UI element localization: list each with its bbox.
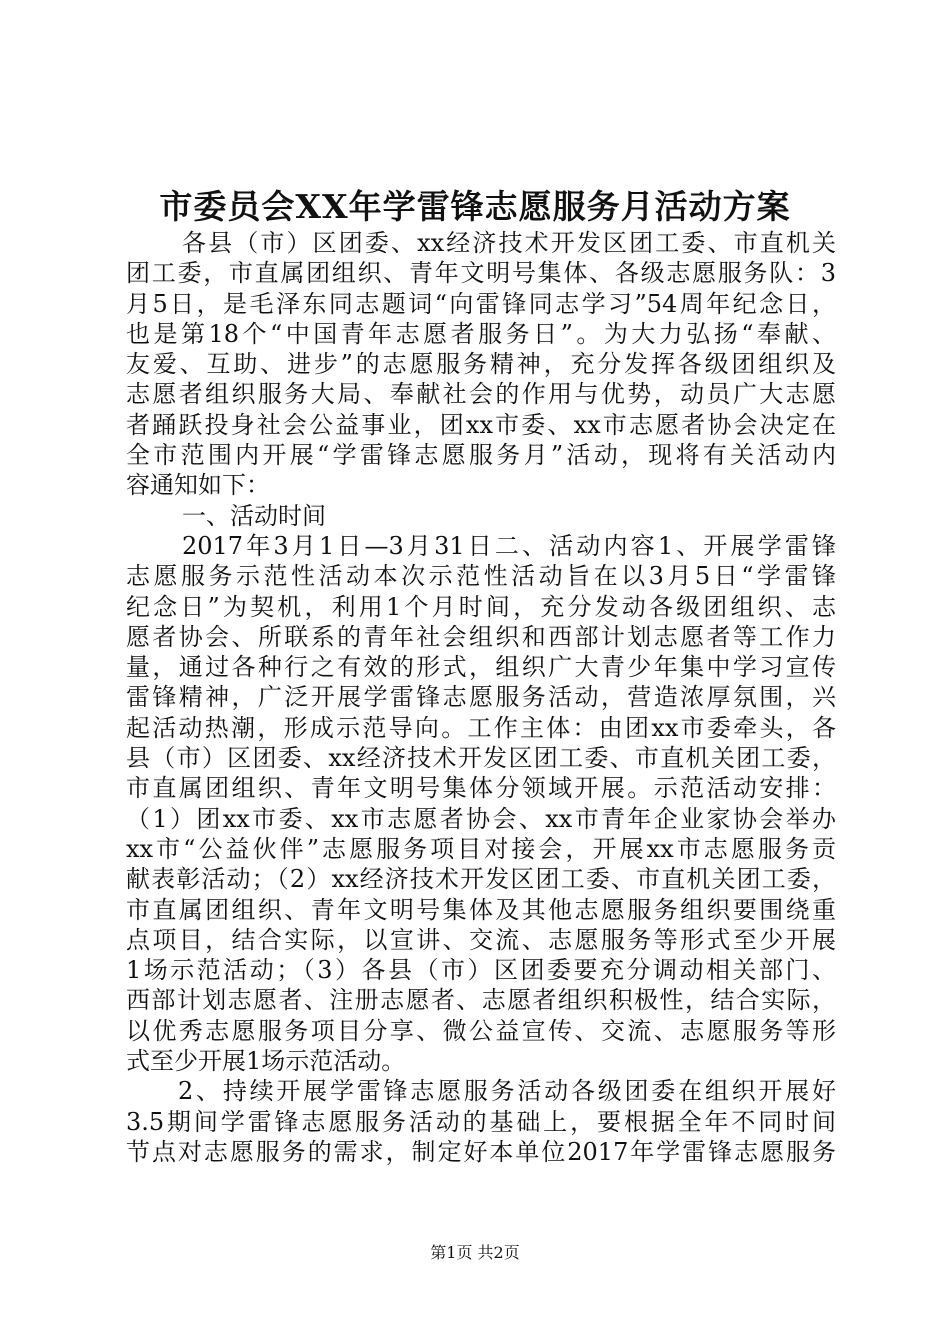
paragraph-line: 市直属团组织、青年文明号集体及其他志愿服务组织要围绕重 — [126, 895, 836, 924]
paragraph-line: 献表彰活动；（2）xx经济技术开发区团工委、市直机关团工委， — [126, 865, 836, 894]
paragraph-line: 也是第18个“中国青年志愿者服务日”。为大力弘扬“奉献、 — [126, 319, 836, 348]
paragraph-line: 量，通过各种行之有效的形式，组织广大青少年集中学习宣传 — [126, 653, 836, 682]
paragraph-line: 西部计划志愿者、注册志愿者、志愿者组织积极性，结合实际， — [126, 986, 836, 1015]
paragraph-line: 愿者协会、所联系的青年社会组织和西部计划志愿者等工作力 — [126, 622, 836, 651]
paragraph-line: 2017年3月1日—3月31日二、活动内容1、开展学雷锋 — [182, 531, 836, 560]
paragraph-line: 全市范围内开展“学雷锋志愿服务月”活动，现将有关活动内 — [126, 441, 836, 470]
document-title: 市委员会XX年学雷锋志愿服务月活动方案 — [159, 187, 791, 226]
paragraph-line: 月5日，是毛泽东同志题词“向雷锋同志学习”54周年纪念日， — [126, 289, 836, 318]
paragraph-line: 县（市）区团委、xx经济技术开发区团工委、市直机关团工委， — [126, 744, 836, 773]
paragraph-line: 起活动热潮，形成示范导向。工作主体：由团xx市委牵头，各 — [126, 713, 836, 742]
paragraph-line: 各县（市）区团委、xx经济技术开发区团工委、市直机关 — [182, 229, 836, 257]
paragraph-line: 者踊跃投身社会公益事业，团xx市委、xx市志愿者协会决定在 — [126, 410, 836, 439]
paragraph-line: 以优秀志愿服务项目分享、微公益宣传、交流、志愿服务等形 — [126, 1016, 836, 1045]
paragraph-line: 纪念日”为契机，利用1个月时间，充分发动各级团组织、志 — [126, 592, 836, 621]
paragraph-line: 市直属团组织、青年文明号集体分领域开展。示范活动安排： — [126, 774, 836, 803]
section-heading: 一、活动时间 — [182, 501, 326, 530]
paragraph-line: xx市“公益伙伴”志愿服务项目对接会，开展xx市志愿服务贡 — [126, 834, 836, 863]
paragraph-line: （1）团xx市委、xx市志愿者协会、xx市青年企业家协会举办 — [126, 804, 836, 833]
paragraph-line: 1场示范活动；（3）各县（市）区团委要充分调动相关部门、 — [126, 956, 836, 985]
document-body — [126, 228, 836, 1167]
paragraph-line: 志愿服务示范性活动本次示范性活动旨在以3月5日“学雷锋 — [126, 562, 836, 591]
paragraph-line: 容通知如下： — [126, 471, 270, 500]
paragraph-line: 友爱、互助、进步”的志愿服务精神，充分发挥各级团组织及 — [126, 350, 836, 379]
paragraph-line: 点项目，结合实际，以宣讲、交流、志愿服务等形式至少开展 — [126, 925, 836, 954]
paragraph-line: 团工委，市直属团组织、青年文明号集体、各级志愿服务队：3 — [126, 259, 836, 288]
page-indicator: 第1页 共2页 — [430, 1243, 520, 1262]
paragraph-line: 节点对志愿服务的需求，制定好本单位2017年学雷锋志愿服务 — [126, 1137, 836, 1166]
paragraph-line: 雷锋精神，广泛开展学雷锋志愿服务活动，营造浓厚氛围，兴 — [126, 683, 836, 712]
paragraph-line: 式至少开展1场示范活动。 — [126, 1047, 406, 1076]
paragraph-line: 3.5期间学雷锋志愿服务活动的基础上，要根据全年不同时间 — [126, 1107, 836, 1136]
paragraph-line: 2、持续开展学雷锋志愿服务活动各级团委在组织开展好 — [178, 1077, 836, 1106]
paragraph-line: 志愿者组织服务大局、奉献社会的作用与优势，动员广大志愿 — [126, 380, 836, 409]
